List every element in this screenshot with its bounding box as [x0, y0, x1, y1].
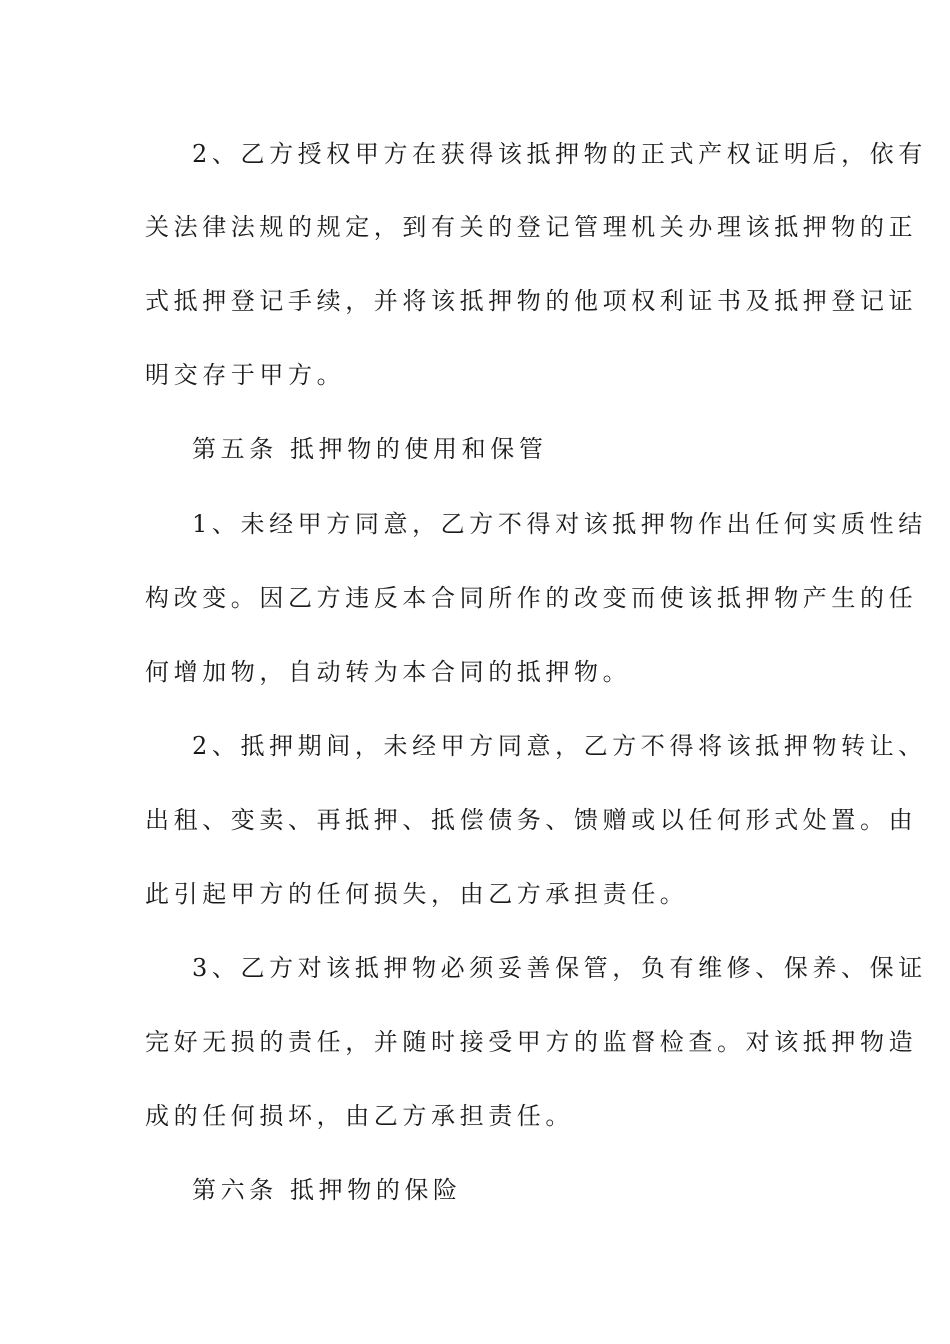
section-heading: 第五条 抵押物的使用和保管	[192, 435, 548, 463]
paragraph-line: 2、乙方授权甲方在获得该抵押物的正式产权证明后，依有	[192, 140, 927, 168]
paragraph-line: 3、乙方对该抵押物必须妥善保管，负有维修、保养、保证	[192, 954, 927, 982]
paragraph-line: 何增加物，自动转为本合同的抵押物。	[145, 658, 632, 686]
paragraph-line: 此引起甲方的任何损失，由乙方承担责任。	[145, 880, 689, 908]
paragraph-line: 出租、变卖、再抵押、抵偿债务、馈赠或以任何形式处置。由	[145, 806, 918, 834]
section-heading: 第六条 抵押物的保险	[192, 1176, 462, 1204]
paragraph-line: 式抵押登记手续，并将该抵押物的他项权利证书及抵押登记证	[145, 287, 918, 315]
paragraph-line: 明交存于甲方。	[145, 361, 346, 389]
paragraph-line: 关法律法规的规定，到有关的登记管理机关办理该抵押物的正	[145, 213, 918, 241]
paragraph-line: 1、未经甲方同意，乙方不得对该抵押物作出任何实质性结	[192, 510, 927, 538]
paragraph-line: 完好无损的责任，并随时接受甲方的监督检查。对该抵押物造	[145, 1028, 918, 1056]
paragraph-line: 构改变。因乙方违反本合同所作的改变而使该抵押物产生的任	[145, 584, 918, 612]
paragraph-line: 成的任何损坏，由乙方承担责任。	[145, 1102, 574, 1130]
paragraph-line: 2、抵押期间，未经甲方同意，乙方不得将该抵押物转让、	[192, 732, 927, 760]
